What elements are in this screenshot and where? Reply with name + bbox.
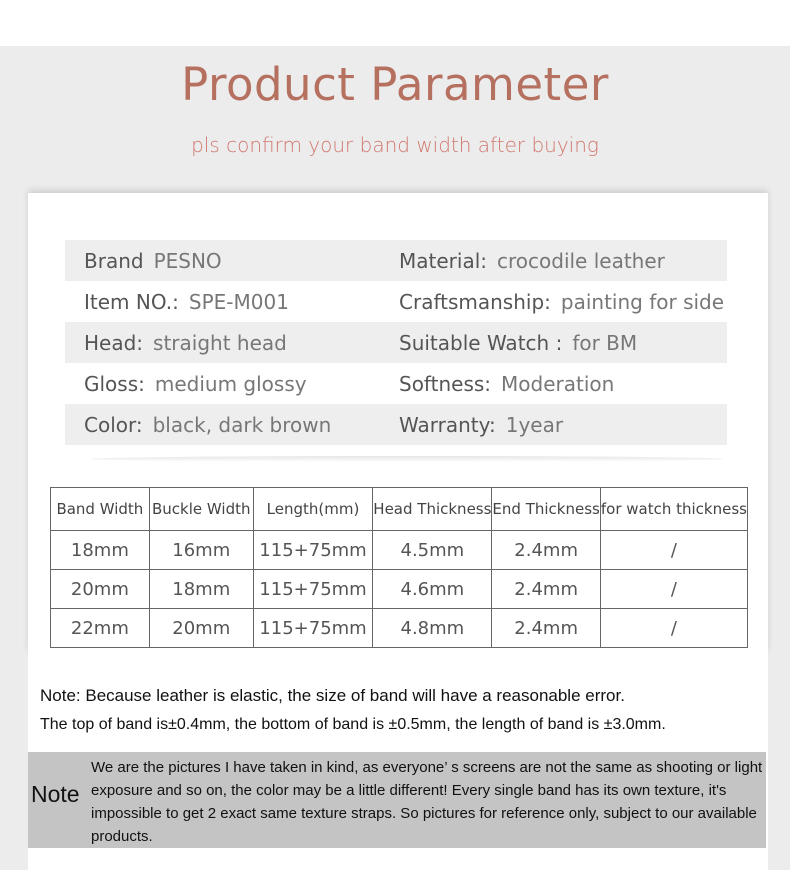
param-label: Material: bbox=[399, 248, 487, 273]
param-label: Brand bbox=[84, 248, 144, 273]
param-value: SPE-M001 bbox=[188, 289, 289, 314]
parameter-list bbox=[65, 240, 727, 445]
param-row-head bbox=[65, 322, 727, 363]
table-cell: 16mm bbox=[149, 531, 253, 570]
table-cell: / bbox=[600, 531, 747, 570]
param-value: black, dark brown bbox=[152, 412, 332, 437]
table-header-cell: Length(mm) bbox=[253, 488, 373, 531]
table-header-cell: Band Width bbox=[51, 488, 150, 531]
param-value: 1year bbox=[505, 412, 564, 437]
param-row-gloss bbox=[65, 363, 727, 404]
table-cell: 2.4mm bbox=[492, 531, 600, 570]
table-cell: 18mm bbox=[149, 570, 253, 609]
table-cell: / bbox=[600, 609, 747, 648]
table-row bbox=[51, 609, 748, 648]
param-value: for BM bbox=[572, 330, 638, 355]
param-row-color bbox=[65, 404, 727, 445]
param-label: Color: bbox=[84, 412, 143, 437]
note-elastic: Note: Because leather is elastic, the size of band will have a reasonable error. bbox=[40, 686, 625, 705]
param-value: crocodile leather bbox=[497, 248, 665, 273]
table-cell: 20mm bbox=[51, 570, 150, 609]
table-cell: 4.8mm bbox=[373, 609, 492, 648]
size-table bbox=[50, 487, 748, 648]
table-cell: 115+75mm bbox=[253, 609, 373, 648]
table-cell: 4.5mm bbox=[373, 531, 492, 570]
table-header-cell: Head Thickness bbox=[373, 488, 492, 531]
param-value: straight head bbox=[153, 330, 287, 355]
note-box-text: We are the pictures I have taken in kind, as everyone’ s screens are not the same as shooting or light exposure and so on, the color may be a little different! Every single band has its own texture, it's impossible to get 2 exact same texture straps. So pictures for reference only, subject to our available products. bbox=[91, 759, 763, 845]
table-cell: 115+75mm bbox=[253, 531, 373, 570]
note-box-label: Note bbox=[31, 781, 80, 807]
param-value: painting for side bbox=[560, 289, 725, 314]
table-header-cell: End Thickness bbox=[492, 488, 600, 531]
param-value: Moderation bbox=[501, 371, 615, 396]
note-tolerance: The top of band is±0.4mm, the bottom of band is ±0.5mm, the length of band is ±3.0mm. bbox=[40, 716, 666, 733]
page-subtitle: pls confirm your band width after buying bbox=[191, 133, 599, 157]
top-strip bbox=[0, 0, 790, 46]
param-label: Head: bbox=[84, 330, 144, 355]
table-cell: / bbox=[600, 570, 747, 609]
table-cell: 20mm bbox=[149, 609, 253, 648]
table-cell: 22mm bbox=[51, 609, 150, 648]
table-cell: 2.4mm bbox=[492, 609, 600, 648]
table-cell: 18mm bbox=[51, 531, 150, 570]
table-header-cell: for watch thickness bbox=[600, 488, 747, 531]
divider bbox=[90, 456, 724, 462]
table-header-row bbox=[51, 488, 748, 531]
param-value: PESNO bbox=[153, 248, 222, 273]
param-row-item-no bbox=[65, 281, 727, 322]
param-label: Warranty: bbox=[399, 412, 496, 437]
param-label: Suitable Watch : bbox=[399, 330, 563, 355]
table-cell: 2.4mm bbox=[492, 570, 600, 609]
note-box bbox=[28, 752, 766, 848]
table-header-cell: Buckle Width bbox=[149, 488, 253, 531]
param-label: Gloss: bbox=[84, 371, 145, 396]
param-label: Craftsmanship: bbox=[399, 289, 551, 314]
table-cell: 4.6mm bbox=[373, 570, 492, 609]
table-row bbox=[51, 570, 748, 609]
param-row-brand bbox=[65, 240, 727, 281]
table-cell: 115+75mm bbox=[253, 570, 373, 609]
table-row bbox=[51, 531, 748, 570]
param-label: Softness: bbox=[399, 371, 492, 396]
page-title: Product Parameter bbox=[181, 58, 609, 111]
param-label: Item NO.: bbox=[84, 289, 179, 314]
param-value: medium glossy bbox=[154, 371, 307, 396]
